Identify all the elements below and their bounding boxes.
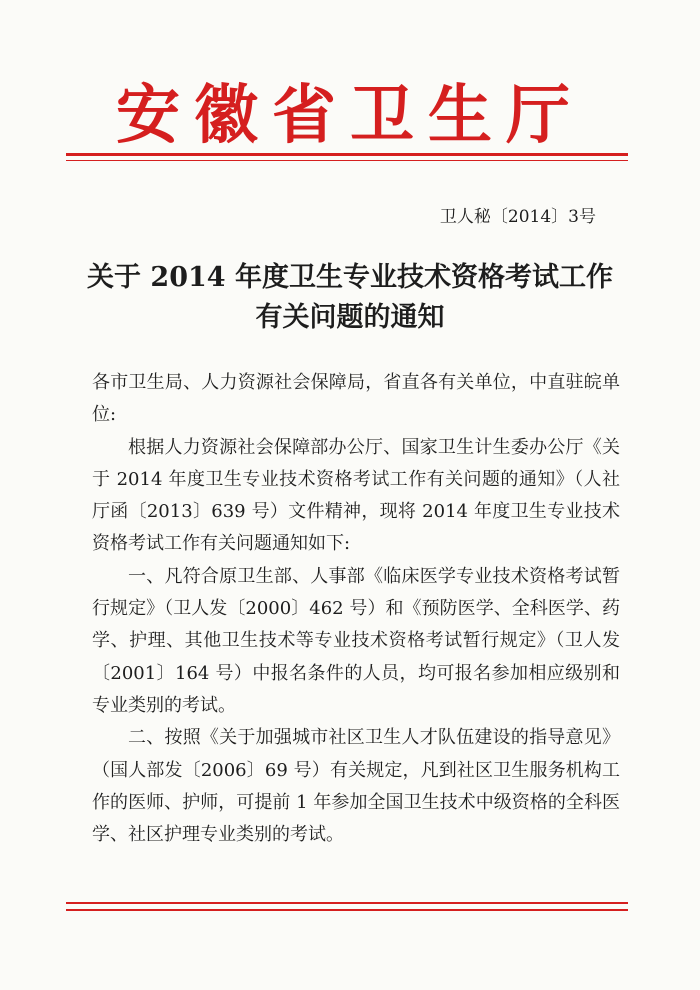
notice-title-line-1: 关于 2014 年度卫生专业技术资格考试工作 xyxy=(87,262,613,293)
body-text xyxy=(92,367,620,851)
notice-title xyxy=(0,258,700,338)
header-red-rule-thin xyxy=(66,160,628,161)
footer-red-rule-top xyxy=(66,902,628,904)
header-red-rule-thick xyxy=(66,153,628,156)
document-number: 卫人秘〔2014〕3号 xyxy=(439,207,596,227)
body-paragraph-2: 一、凡符合原卫生部、人事部《临床医学专业技术资格考试暂行规定》（卫人发〔2000〕462 号）和《预防医学、全科医学、药学、护理、其他卫生技术等专业技术资格考试暂行规定》（卫人发〔2001〕164 号）中报名条件的人员，均可报名参加相应级别和专业类别的考试。 xyxy=(92,565,620,716)
footer-red-rule-bottom xyxy=(66,909,628,911)
issuer-header: 安徽省卫生厅 xyxy=(116,78,584,153)
addressee-line: 各市卫生局、人力资源社会保障局，省直各有关单位，中直驻皖单位: xyxy=(92,372,620,426)
body-paragraph-1: 根据人力资源社会保障部办公厅、国家卫生计生委办公厅《关于 2014 年度卫生专业技术资格考试工作有关问题的通知》（人社厅函〔2013〕639 号）文件精神，现将 2014 年度卫生专业技术资格考试工作有关问题通知如下: xyxy=(92,436,620,555)
notice-title-line-2: 有关问题的通知 xyxy=(255,302,445,333)
body-paragraph-3: 二、按照《关于加强城市社区卫生人才队伍建设的指导意见》（国人部发〔2006〕69 号）有关规定，凡到社区卫生服务机构工作的医师、护师，可提前 1 年参加全国卫生技术中级资格的全科医学、社区护理专业类别的考试。 xyxy=(92,727,620,846)
